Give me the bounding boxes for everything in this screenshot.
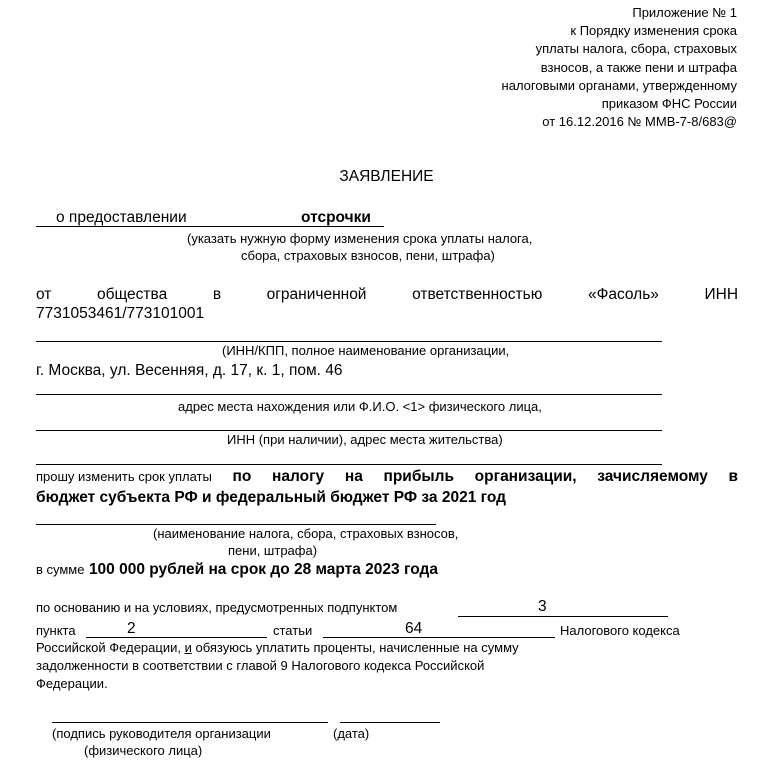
tax-word: налогу xyxy=(272,468,325,485)
appendix-line: Приложение № 1 xyxy=(632,5,737,20)
tax-word: по xyxy=(232,468,252,485)
point-underline xyxy=(86,637,267,638)
appendix-header xyxy=(502,4,737,131)
signature-underline xyxy=(52,722,328,723)
from-word: в xyxy=(212,286,222,303)
tax-word: в xyxy=(728,468,739,485)
amount-line xyxy=(36,561,438,579)
provision-hint-2: сбора, страховых взносов, пени, штрафа) xyxy=(241,248,495,263)
org-inn-kpp: 7731053461/773101001 xyxy=(36,305,205,322)
appendix-line: приказом ФНС России xyxy=(601,96,737,112)
from-word: от xyxy=(36,286,52,303)
from-word: ответственностью xyxy=(412,286,543,303)
basis-line-5: Федерации. xyxy=(36,676,108,691)
signature-label-2: (физического лица) xyxy=(84,743,203,758)
point-label: пункта xyxy=(36,623,76,638)
provision-form: отсрочки xyxy=(301,209,371,226)
inn-hint: ИНН (при наличии), адрес места жительства) xyxy=(227,432,503,447)
basis-line-3c: обязуюсь уплатить проценты, начисленные на сумму xyxy=(195,640,519,655)
basis-line-3a: Российской Федерации xyxy=(36,640,178,655)
from-word: ИНН xyxy=(704,286,739,303)
tax-word: на xyxy=(344,468,363,485)
appendix-line: уплаты налога, сбора, страховых xyxy=(535,41,737,57)
tax-hint-2: пени, штрафа) xyxy=(228,543,318,558)
tax-underline xyxy=(36,524,436,525)
point-value: 2 xyxy=(127,620,136,637)
address-underline xyxy=(36,394,662,395)
tax-hint-1: (наименование налога, сбора, страховых взносов, xyxy=(153,526,459,541)
code-label: Налогового кодекса xyxy=(560,623,680,638)
from-word: «Фасоль» xyxy=(587,286,659,303)
subpoint-value: 3 xyxy=(538,598,547,615)
appendix-line: взносов, а также пени и штрафа xyxy=(540,59,737,75)
inn-underline xyxy=(36,430,662,431)
article-value: 64 xyxy=(405,620,423,637)
appendix-line: от 16.12.2016 № ММВ-7-8/683@ xyxy=(542,114,737,130)
from-word: общества xyxy=(96,286,168,303)
tax-word: зачисляемому xyxy=(597,468,708,485)
appendix-line: к Порядку изменения срока xyxy=(570,23,737,39)
basis-prefix: по основанию и на условиях, предусмотренных подпунктом xyxy=(36,600,398,615)
article-label: статьи xyxy=(273,623,313,638)
org-address: г. Москва, ул. Весенняя, д. 17, к. 1, пом. 46 xyxy=(36,362,343,379)
address-hint: адрес места нахождения или Ф.И.О. <1> физического лица, xyxy=(178,399,542,414)
from-line xyxy=(36,285,738,305)
basis-line-3: Российской Федерации, и обязуюсь уплатить проценты, начисленные на сумму xyxy=(36,640,519,655)
request-line-1 xyxy=(36,467,738,487)
amount-value: 100 000 рублей на срок до 28 марта 2023 года xyxy=(88,561,438,578)
amount-prefix: в сумме xyxy=(36,562,85,577)
basis-line-3b: и xyxy=(184,640,192,655)
appendix-line: налоговыми органами, утвержденному xyxy=(501,77,737,93)
from-word: ограниченной xyxy=(266,286,367,303)
signature-label: (подпись руководителя организации xyxy=(52,726,271,741)
subpoint-underline xyxy=(458,616,668,617)
request-line-2: бюджет субъекта РФ и федеральный бюджет РФ за 2021 год xyxy=(36,489,506,506)
org-underline xyxy=(36,341,662,342)
request-prefix: прошу изменить срок уплаты xyxy=(36,469,212,484)
provision-hint-1: (указать нужную форму изменения срока уплаты налога, xyxy=(187,231,533,246)
tax-word: прибыль xyxy=(383,468,455,485)
date-underline xyxy=(340,722,440,723)
article-underline xyxy=(323,637,555,638)
tax-word: организации, xyxy=(474,468,577,485)
org-hint: (ИНН/КПП, полное наименование организации, xyxy=(222,343,510,358)
basis-line-4: задолженности в соответствии с главой 9 Налогового кодекса Российской xyxy=(36,658,485,673)
provision-prefix: о предоставлении xyxy=(56,209,187,226)
document-title: ЗАЯВЛЕНИЕ xyxy=(339,168,434,185)
date-label: (дата) xyxy=(333,726,370,741)
request-top-line xyxy=(36,464,662,465)
